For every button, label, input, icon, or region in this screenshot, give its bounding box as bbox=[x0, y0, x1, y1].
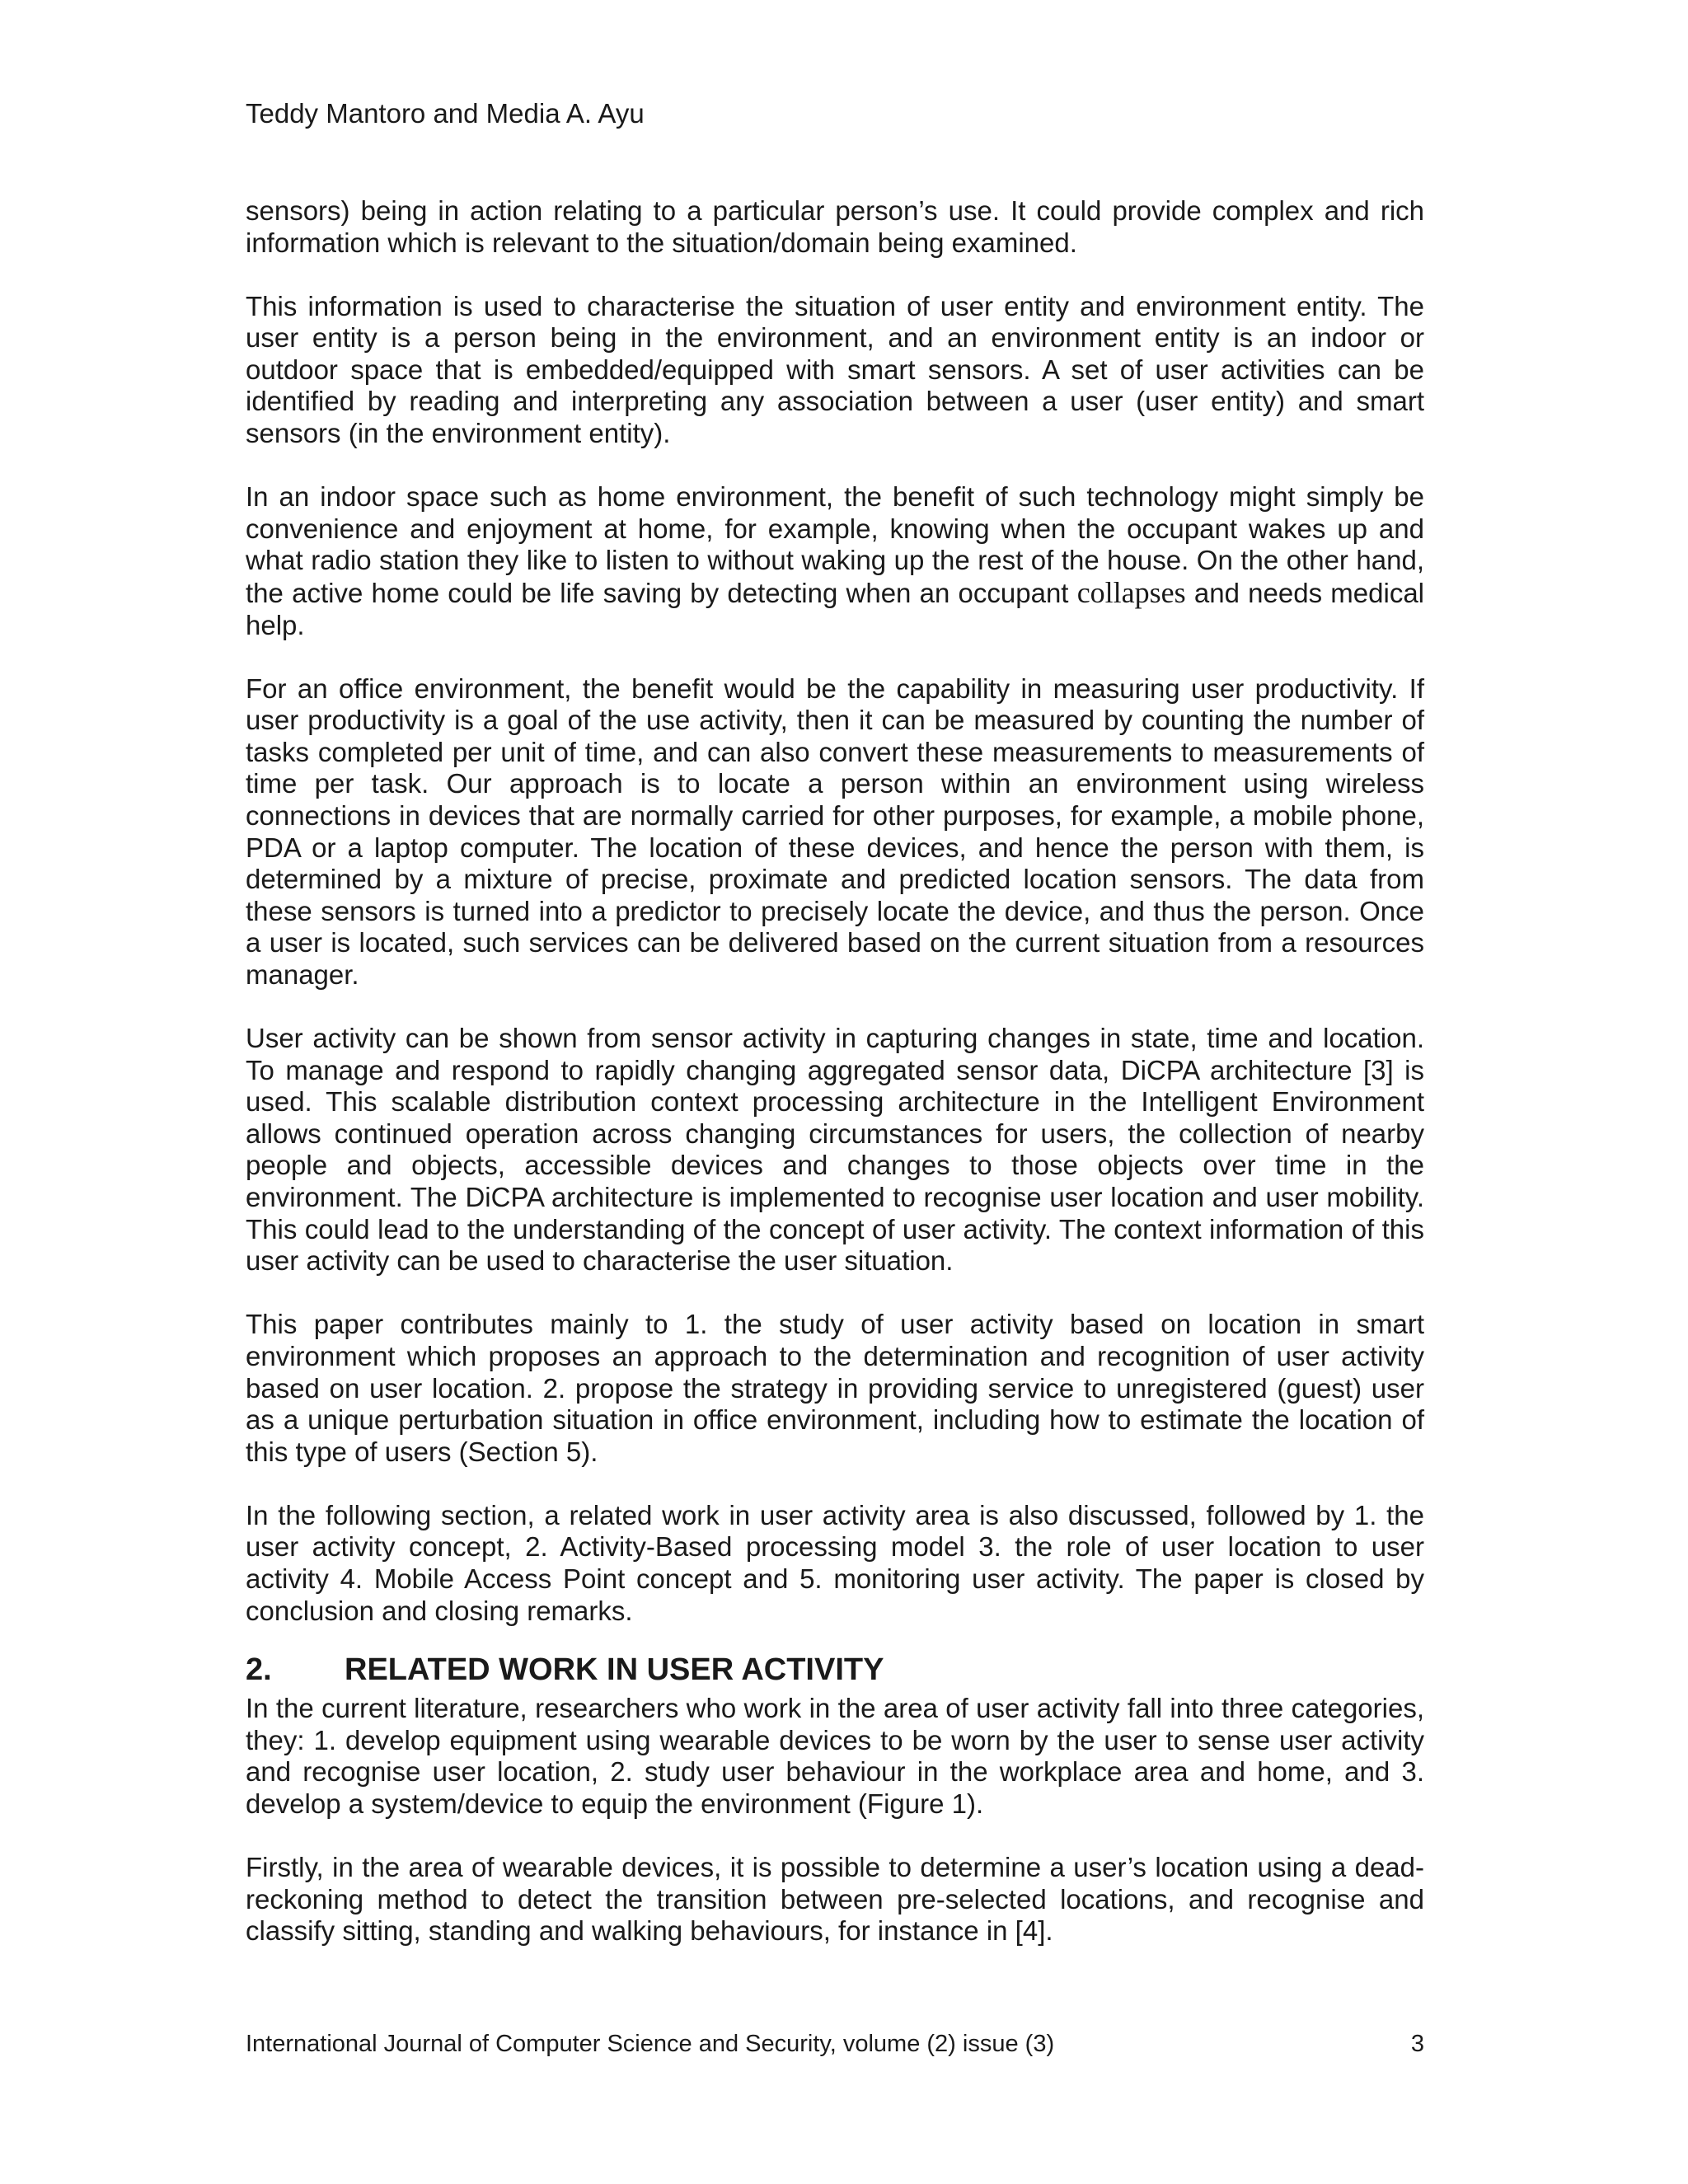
paragraph-6: This paper contributes mainly to 1. the study of user activity based on location in smart environment which proposes an approach to the determination and recognition of user activity based on user location. 2. propose the strategy in providing service to unregistered (guest) user as a unique perturbation situation in office environment, including how to estimate the location of this type of users (Section 5). bbox=[246, 1309, 1424, 1467]
footer-journal-title: International Journal of Computer Science and Security, volume (2) issue (3) bbox=[246, 2031, 1055, 2057]
paragraph-3-part-1: In an indoor space such as home environment, the benefit of such technology might simply be convenience and enjoyment at home, for example, knowing when the occupant wakes up and what radio station they like to listen to without waking up the rest of the house. On the other hand, the active home could be life saving by detecting when an occupant bbox=[246, 481, 1424, 608]
running-footer bbox=[246, 2029, 1424, 2059]
section-heading bbox=[246, 1652, 1424, 1688]
paragraph-2: This information is used to characterise the situation of user entity and environment entity. The user entity is a person being in the environment, and an environment entity is an indoor or outdoor space that is embedded/equipped with smart sensors. A set of user activities can be identified by reading and interpreting any association between a user (user entity) and smart sensors (in the environment entity). bbox=[246, 290, 1424, 449]
paragraph-1: sensors) being in action relating to a particular person’s use. It could provide complex and rich information which is relevant to the situation/domain being examined. bbox=[246, 195, 1424, 258]
paragraph-7: In the following section, a related work in user activity area is also discussed, followed by 1. the user activity concept, 2. Activity-Based processing model 3. the role of user location to user activity 4. Mobile Access Point concept and 5. monitoring user activity. The paper is closed by conclusion and closing remarks. bbox=[246, 1499, 1424, 1626]
section-title: RELATED WORK IN USER ACTIVITY bbox=[345, 1652, 884, 1688]
paragraph-9: Firstly, in the area of wearable devices, it is possible to determine a user’s location using a dead-reckoning method to detect the transition between pre-selected locations, and recognise and classify sitting, standing and walking behaviours, for instance in [4]. bbox=[246, 1852, 1424, 1947]
paragraph-5: User activity can be shown from sensor activity in capturing changes in state, time and location. To manage and respond to rapidly changing aggregated sensor data, DiCPA architecture [3] is used. This scalable distribution context processing architecture in the Intelligent Environment allows continued operation across changing circumstances for users, the collection of nearby people and objects, accessible devices and changes to those objects over time in the environment. The DiCPA architecture is implemented to recognise user location and user mobility. This could lead to the understanding of the concept of user activity. The context information of this user activity can be used to characterise the user situation. bbox=[246, 1023, 1424, 1277]
section-number: 2. bbox=[246, 1652, 272, 1688]
page-number: 3 bbox=[1410, 2031, 1424, 2057]
paragraph-3-part-3: and needs medical help. bbox=[246, 577, 1424, 640]
running-header-authors: Teddy Mantoro and Media A. Ayu bbox=[246, 98, 645, 129]
paragraph-4: For an office environment, the benefit would be the capability in measuring user productivity. If user productivity is a goal of the use activity, then it can be measured by counting the number of tasks completed per unit of time, and can also convert these measurements to measurements of time per task. Our approach is to locate a person within an environment using wireless connections in devices that are normally carried for other purposes, for example, a mobile phone, PDA or a laptop computer. The location of these devices, and hence the person with them, is determined by a mixture of precise, proximate and predicted location sensors. The data from these sensors is turned into a predictor to precisely locate the device, and thus the person. Once a user is located, such services can be delivered based on the current situation from a resources manager. bbox=[246, 673, 1424, 990]
paragraph-3-serif-word: collapses bbox=[1076, 575, 1186, 609]
paragraph-3 bbox=[246, 481, 1424, 641]
paragraph-8: In the current literature, researchers who work in the area of user activity fall into three categories, they: 1. develop equipment using wearable devices to be worn by the user to sense user activity and recognise user location, 2. study user behaviour in the workplace area and home, and 3. develop a system/device to equip the environment (Figure 1). bbox=[246, 1693, 1424, 1819]
body-text bbox=[246, 195, 1424, 1947]
